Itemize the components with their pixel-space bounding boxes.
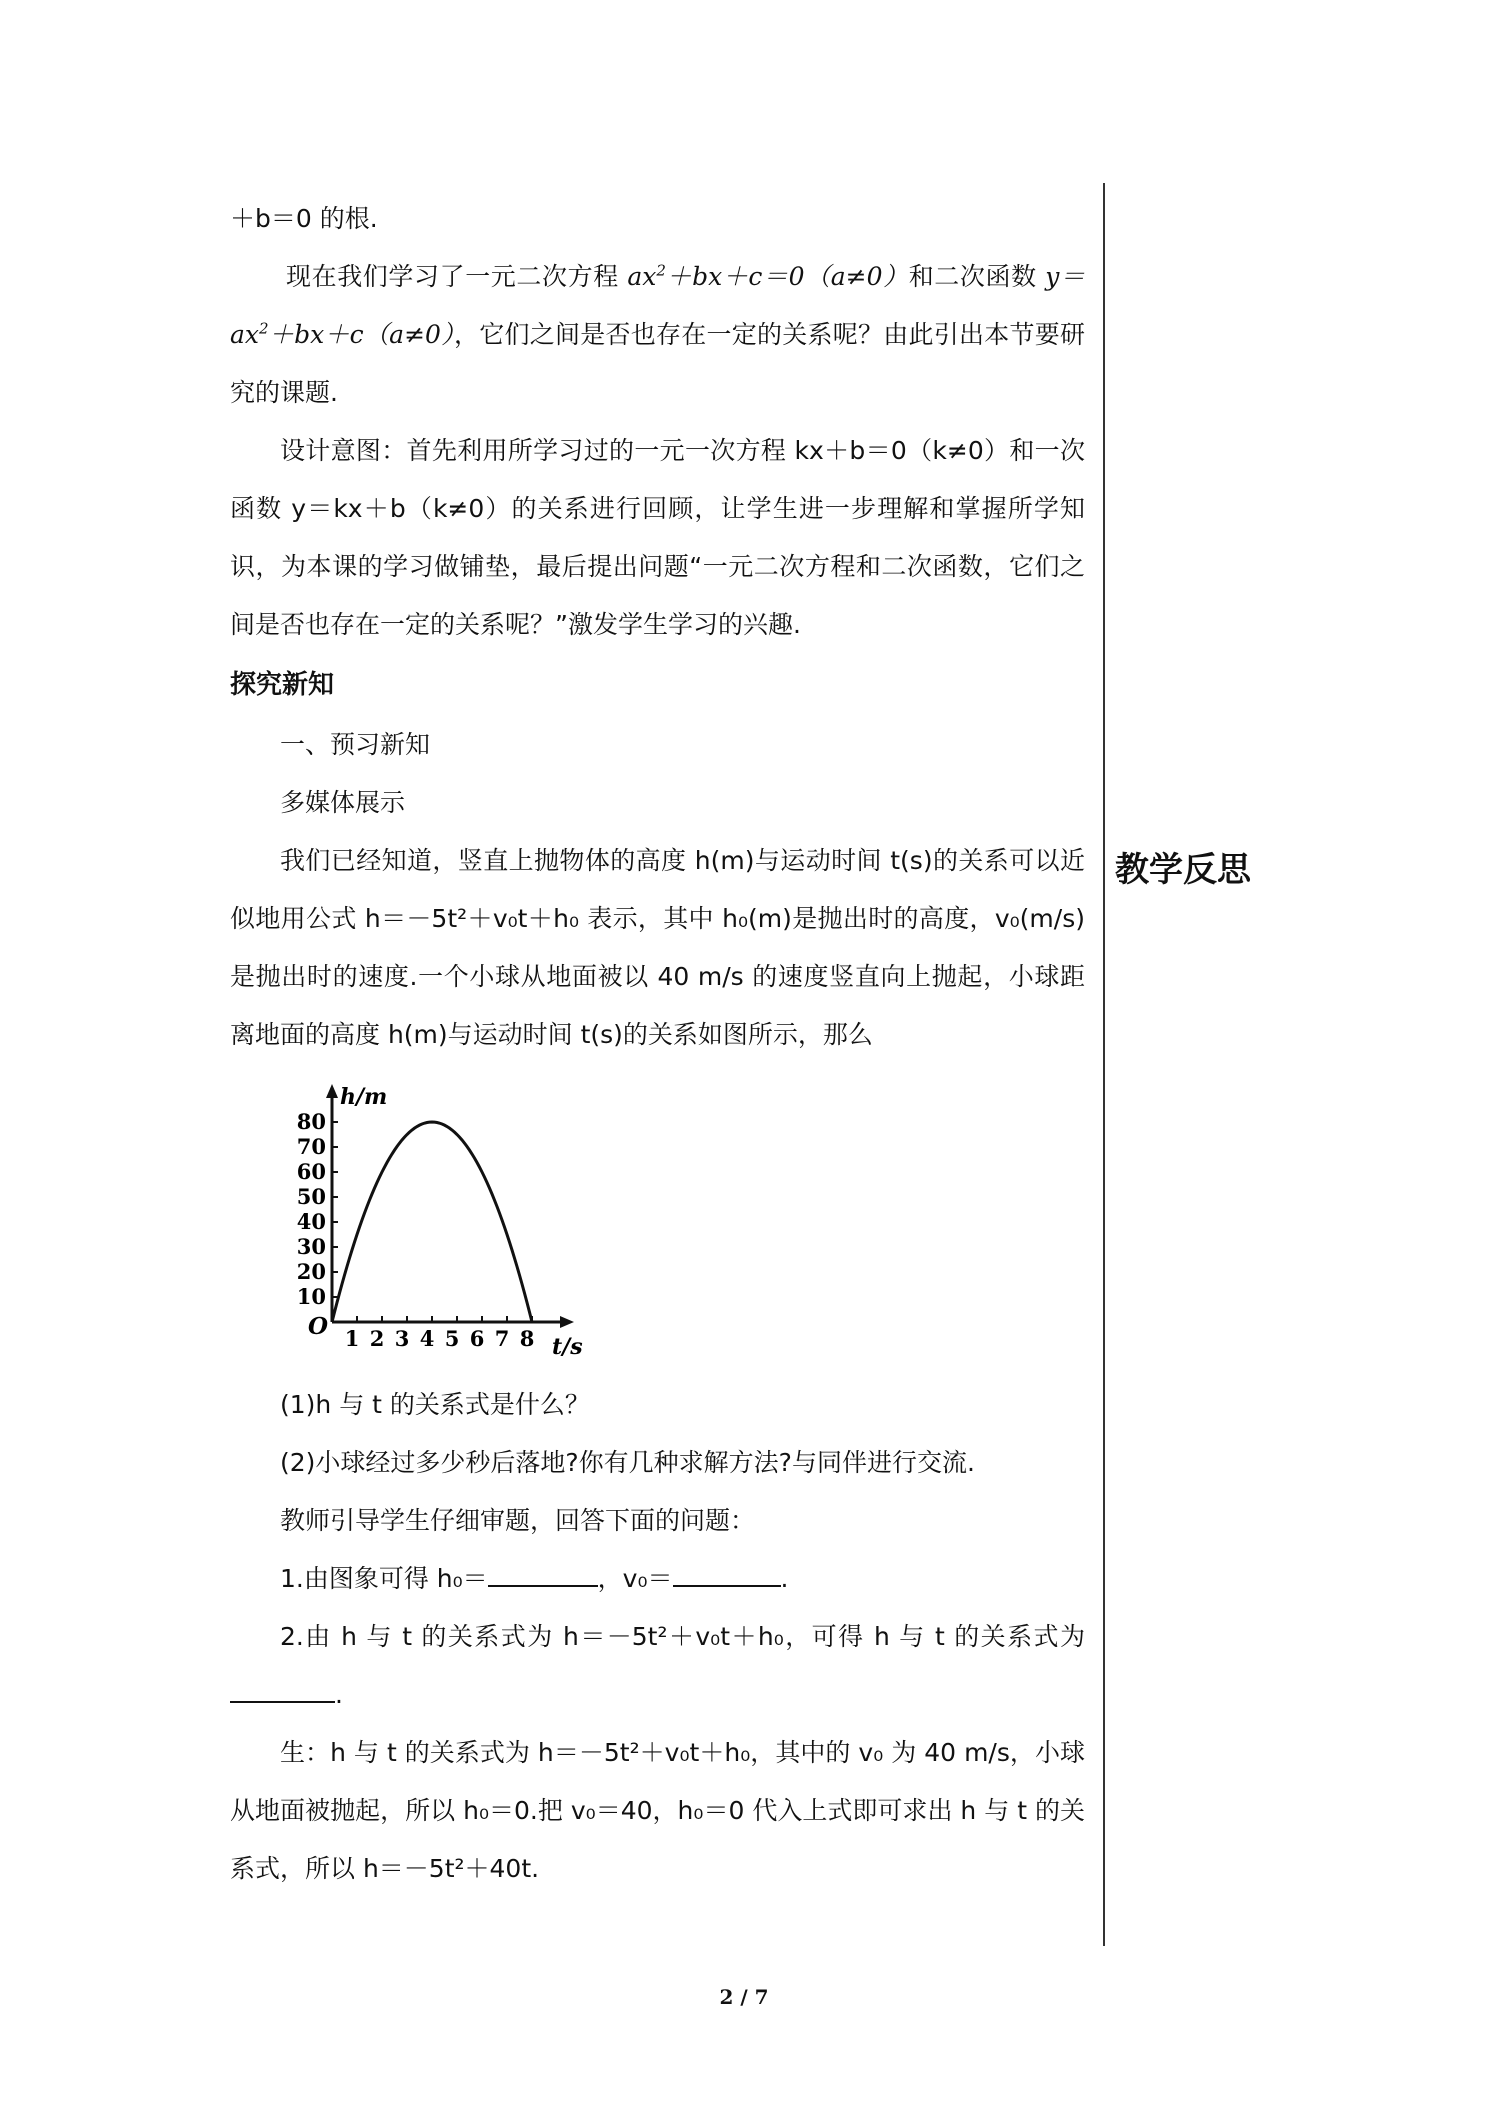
y-tick-label: 40: [296, 1209, 326, 1234]
blank-v0[interactable]: [673, 1567, 781, 1587]
height-time-chart: [290, 1074, 650, 1364]
blank-relation[interactable]: [230, 1683, 335, 1703]
paragraph-problem: 我们已经知道，竖直上抛物体的高度 h(m)与运动时间 t(s)的关系可以近似地用公式 h＝－5t²＋v₀t＋h₀ 表示，其中 h₀(m)是抛出时的高度，v₀(m/s)是抛出时的速度.一个小球从地面被以 40 m/s 的速度竖直向上抛起，小球距离地面的高度 h(m)与运动时间 t(s)的关系如图所示，那么: [230, 846, 1085, 1049]
teacher-guide: 教师引导学生仔细审题，回答下面的问题：: [280, 1506, 756, 1535]
subheading-preview: 一、预习新知: [280, 730, 431, 759]
x-tick-label: 8: [519, 1326, 535, 1351]
teaching-reflection-label: 教学反思: [1115, 850, 1251, 890]
main-content: [230, 190, 1085, 1898]
paragraph-2: 现在我们学习了一元二次方程 $ax^2+bx+c=0(a\ne 0)$和二次函数 $y=ax^2+bx+c(a\ne 0)$，它们之间是否也存在一定的关系呢？由此引出本节要研究的课题.: [230, 261, 1085, 407]
y-tick-label: 60: [296, 1159, 326, 1184]
y-tick-label: 30: [296, 1234, 326, 1259]
question-1: (1)h 与 t 的关系式是什么？: [280, 1390, 590, 1419]
page-number: 2 / 7: [719, 1985, 769, 2009]
y-tick-label: 70: [296, 1134, 326, 1159]
section-heading: 探究新知: [230, 670, 335, 700]
x-tick-label: 2: [369, 1326, 385, 1351]
x-tick-label: 7: [494, 1326, 510, 1351]
y-tick-label: 50: [296, 1184, 326, 1209]
x-axis-arrow: [560, 1316, 574, 1328]
x-tick-label: 4: [419, 1326, 435, 1351]
fill-item-1: 1.由图象可得 h₀＝ ，v₀＝ .: [280, 1564, 789, 1593]
x-tick-label: 5: [444, 1326, 460, 1351]
x-tick-label: 3: [394, 1326, 410, 1351]
paragraph-design-intent: 设计意图：首先利用所学习过的一元一次方程 kx＋b＝0（k≠0）和一次函数 y＝kx＋b（k≠0）的关系进行回顾，让学生进一步理解和掌握所学知识，为本课的学习做铺垫，最后提出问题“一元二次方程和二次函数，它们之间是否也存在一定的关系呢？”激发学生学习的兴趣.: [230, 436, 1085, 639]
fill-item-2: 2.由 h 与 t 的关系式为 h＝－5t²＋v₀t＋h₀，可得 h 与 t 的关系式为.: [230, 1608, 1085, 1724]
origin-label: O: [308, 1313, 329, 1340]
y-axis-arrow: [326, 1084, 338, 1098]
blank-h0[interactable]: [488, 1567, 598, 1587]
y-tick-label: 20: [296, 1259, 326, 1284]
y-tick-label: 80: [296, 1109, 326, 1134]
y-axis-label: h/m: [340, 1084, 388, 1110]
column-divider: [1103, 183, 1105, 1946]
student-answer: 生：h 与 t 的关系式为 h＝－5t²＋v₀t＋h₀，其中的 v₀ 为 40 m/s，小球从地面被抛起，所以 h₀＝0.把 v₀＝40，h₀＝0 代入上式即可求出 h 与 t 的关系式，所以 h＝－5t²＋40t.: [230, 1738, 1085, 1883]
y-tick-label: 10: [296, 1284, 326, 1309]
equation-quadratic: $ax^2+bx+c=0(a\ne 0)$: [627, 261, 909, 291]
x-tick-label: 6: [469, 1326, 485, 1351]
paragraph-1: ＋b＝0 的根.: [230, 204, 378, 233]
question-2: (2)小球经过多少秒后落地?你有几种求解方法?与同伴进行交流.: [280, 1448, 975, 1477]
series-curve: [332, 1122, 532, 1322]
subheading-multimedia: 多媒体展示: [280, 788, 406, 817]
x-tick-label: 1: [344, 1326, 360, 1351]
equation-function: $y=ax^2+bx+c(a\ne 0)$: [230, 262, 1085, 349]
x-axis-label: t/s: [552, 1334, 583, 1360]
